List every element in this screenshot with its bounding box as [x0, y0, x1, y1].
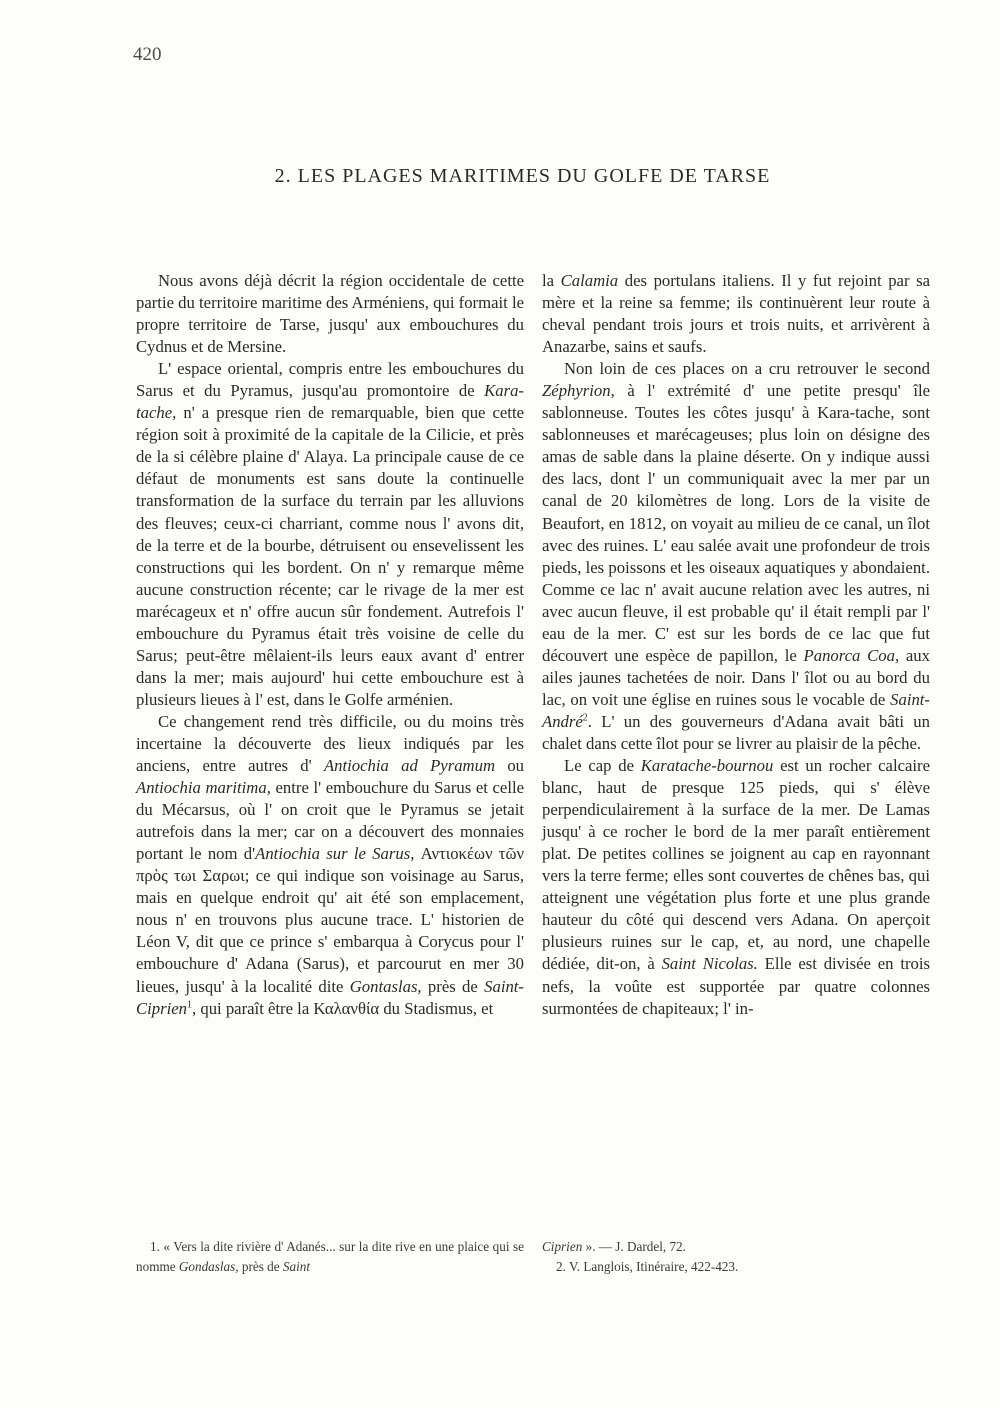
footnotes-right: [542, 1237, 930, 1277]
text-segment: Saint-Ciprien: [136, 976, 524, 1018]
text-segment: Karatache-bournou: [640, 756, 774, 776]
text-segment: Antiochia maritima,: [136, 778, 271, 798]
text-segment: Non loin de ces places on a cru retrouver le second: [564, 359, 930, 379]
text-segment: des portulans italiens. Il y fut rejoint par sa mère et la reine sa femme; ils continuèrent leur route à cheval pendant trois jours et trois nuits, et arrivèrent à Anazarbe, sains et saufs.: [542, 271, 931, 357]
text-segment: Saint-André: [542, 689, 930, 731]
text-segment: Gontaslas,: [349, 976, 422, 996]
right-column: [542, 270, 930, 1020]
text-segment: près de: [238, 1259, 283, 1274]
text-segment: Kara-tache,: [136, 381, 524, 423]
text-segment: 2. V. Langlois, Itinéraire, 422-423.: [556, 1259, 739, 1274]
left-column-paragraph: [136, 358, 524, 711]
section-title: 2. LES PLAGES MARITIMES DU GOLFE DE TARSE: [274, 165, 771, 187]
left-column: [136, 270, 524, 1020]
text-segment: est un rocher calcaire blanc, haut de presque 125 pieds, qui s' élève perpendiculairement à la surface de la mer. De Lamas jusqu' à ce rocher le bord de la mer paraît entièrement plat. De petites collines se joignent au cap en rayonnant vers la terre ferme; elles sont couvertes de chênes bas, qui atteignent une végétation plus forte et une plus grande hauteur du côté qui descend vers Adana. On aperçoit plusieurs ruines sur le cap, et, au nord, une chapelle dédiée, dit-on, à: [542, 756, 931, 974]
footnote-right-paragraph: [542, 1237, 930, 1257]
text-segment: Ciprien: [542, 1239, 583, 1254]
text-segment: , qui paraît être la Καλανθία du Stadismus, et: [192, 998, 494, 1018]
right-column-paragraph: [542, 358, 930, 755]
text-segment: Panorca Coa,: [803, 645, 900, 665]
text-segment: ». — J. Dardel, 72.: [582, 1239, 686, 1254]
text-segment: Saint: [282, 1259, 310, 1274]
text-segment: à l' extrémité d' une petite presqu' île sablonneuse. Toutes les côtes jusqu' à Kara-tache, sont sablonneuses et marécageuses; plus loin on désigne des amas de sable dans la plaine déserte. On y indique aussi des lacs, dont l' un communiquait avec la mer par un canal de 20 kilomètres de long. Lors de la visite de Beaufort, en 1812, on voyait au milieu de ce canal, un îlot avec des ruines. L' eau salée avait une profondeur de trois pieds, les poissons et les oiseaux aquatiques y abondaient. Comme ce lac n' avait aucune relation avec les autres, ni avec aucun fleuve, il est probable qu' il était rempli par l' eau de la mer. C' est sur les bords de ce lac que fut découvert une espèce de papillon, le: [542, 381, 930, 665]
text-segment: Elle est divisée en trois nefs, la voûte est supportée par quatre colonnes surmontées de chapiteaux; l' in-: [542, 954, 930, 1018]
text-segment: entre l' embouchure du Sarus et celle du Mécarsus, où l' on croit que le Pyramus se jetait autrefois dans la mer; car on a découvert des monnaies portant le nom d': [136, 778, 524, 864]
footnote-right-paragraph: [542, 1257, 930, 1277]
footnote-left-paragraph: [136, 1237, 524, 1277]
text-segment: n' a presque rien de remarquable, bien que cette région soit à proximité de la capitale de la Cilicie, et près de la si célèbre plaine d' Alaya. La principale cause de ce défaut de monuments est sans doute la continuelle transformation de la surface du terrain par les alluvions des fleuves; ceux-ci charriant, comme nous l' avons dit, de la terre et de la bourbe, détruisent ou ensevelissent les constructions qui les bordent. On n' y remarque même aucune construction récente; car le rivage de la mer est marécageux et n' offre aucun sûr fondement. Autrefois l' embouchure du Pyramus était très voisine de celle du Sarus; peut-être mêlaient-ils leurs eaux avant d' entrer dans la mer; mais aujourd' hui cette embouchure est à plusieurs lieues à l' est, dans le Golfe arménien.: [136, 403, 524, 709]
text-segment: ou: [495, 756, 524, 776]
footnote-marker: 1: [187, 998, 192, 1010]
text-segment: Calamia: [560, 271, 619, 290]
text-segment: la: [542, 271, 561, 290]
text-segment: Saint Nicolas.: [661, 954, 758, 974]
text-segment: Le cap de: [564, 756, 641, 776]
right-column-paragraph: [542, 755, 930, 1020]
text-segment: Ce changement rend très difficile, ou du moins très incertaine la découverte des lieux indiqués par les anciens, entre autres d': [136, 711, 524, 776]
text-segment: près de: [421, 976, 485, 996]
text-segment: Αντιοκέων τῶν πρὸς τωι Σαρωι; ce qui indique son voisinage au Sarus, mais en quelque endroit qu' ait été son emplacement, nous n' en trouvons plus aucune trace. L' historien de Léon V, dit que ce prince s' embarqua à Corycus pour l' embouchure d' Adana (Sarus), et parcourut en mer 30 lieues, jusqu' à la localité dite: [136, 844, 524, 996]
text-segment: Antiochia ad Pyramum: [323, 756, 496, 776]
text-segment: aux ailes jaunes tachetées de noir. Dans l' îlot ou au bord du lac, on voit une église en ruines sous le vocable de: [542, 645, 930, 709]
footnotes-left: [136, 1237, 524, 1277]
left-column-paragraph: [136, 711, 524, 1020]
text-segment: Antiochia sur le Sarus,: [255, 844, 415, 864]
page-number: 420: [133, 44, 162, 65]
right-column-paragraph: [542, 270, 930, 358]
footnote-marker: 2: [582, 712, 588, 724]
left-column-paragraph: [136, 270, 524, 358]
text-segment: Nous avons déjà décrit la région occidentale de cette partie du territoire maritime des Arméniens, qui formait le propre territoire de Tarse, jusqu' aux embouchures du Cydnus et de Mersine.: [136, 271, 524, 357]
text-segment: 1. « Vers la dite rivière d' Adanés... sur la dite rive en une plaice qui se nomme: [136, 1239, 524, 1274]
text-segment: Zéphyrion,: [542, 381, 615, 401]
text-segment: . L' un des gouverneurs d'Adana avait bâti un chalet dans cette îlot pour se livrer au plaisir de la pêche.: [542, 711, 930, 753]
text-segment: Gondaslas,: [178, 1259, 239, 1274]
text-segment: L' espace oriental, compris entre les embouchures du Sarus et du Pyramus, jusqu'au promontoire de: [136, 359, 524, 401]
